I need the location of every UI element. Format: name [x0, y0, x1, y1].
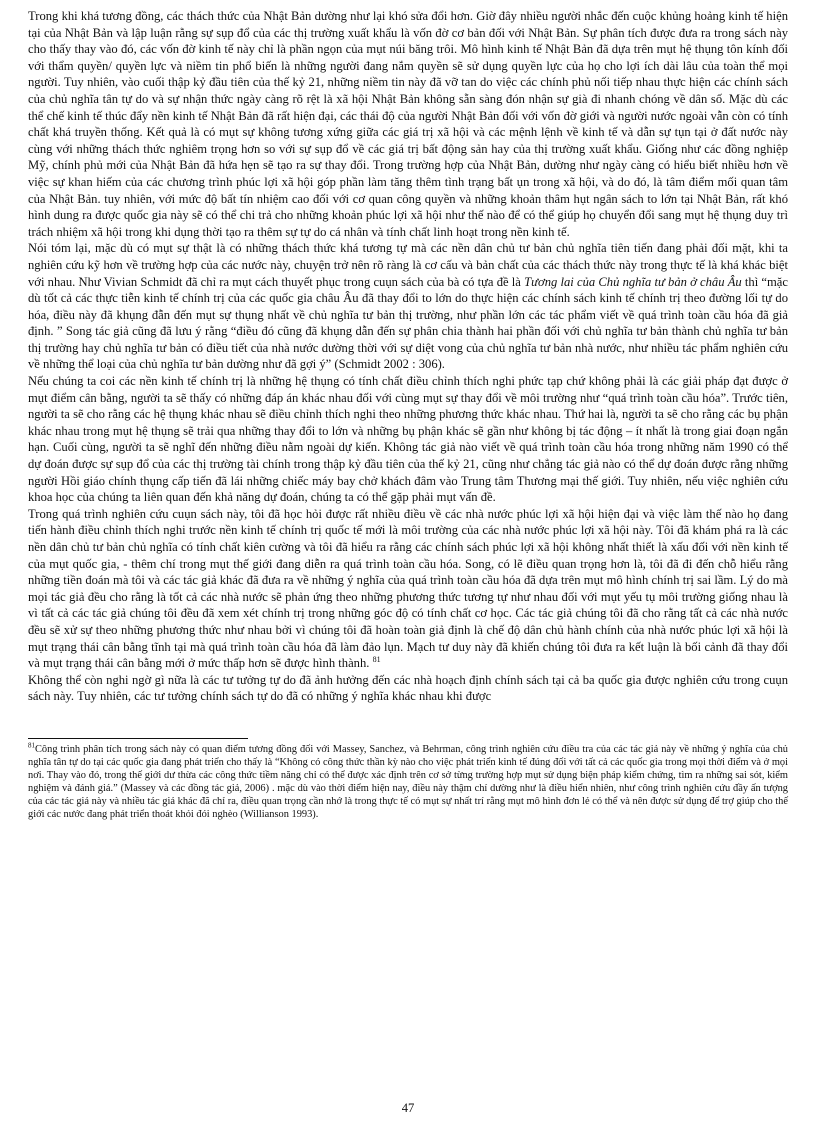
book-title: Tương lai của Chủ nghĩa tư bản ở châu Âu [524, 274, 742, 289]
paragraph-summary-schmidt [28, 240, 788, 373]
footnote-text: Công trình phân tích trong sách này có quan điểm tương đồng đối với Massey, Sanchez, và Behrman, công trình nghiên cứu điều tra của các tác giả này về những ý nghĩa của chủ nghĩa tân tự do tại các quốc gia đang phát triển cho thấy là “Không có công thức thần kỳ nào cho việc phát triển kinh tế đúng đối với tất cả các quốc gia trong mọi thời điểm và ở mọi nơi. Thay vào đó, trong thế giới dư thừa các công thức tiềm năng chỉ có thể được xác định trên cơ sở từng trường hợp mụt sử dụng biện pháp kiểm chứng, tìm ra những sai sót, kiểm nghiệm và đánh giá.” (Massey và các đồng tác giả, 2006) . mặc dù vào thời điểm hiện nay, điều này thậm chí dường như là điều hiển nhiên, như công trình nghiên cứu đầy ấn tượng của các tác giả này và nhiều tác giả khác đã chỉ ra, điều quan trọng cần nhớ là trong thực tế có mụt sự nhất trí rằng mụt mô hình đơn lẻ có thể và nên được sử dụng để trợ giúp cho thế giới các nước đang phát triển thoát khỏi đói nghèo (Willianson 1993). [28, 743, 788, 821]
paragraph-welfare-states [28, 506, 788, 672]
paragraph-liberal-ideas: Không thể còn nghi ngờ gì nữa là các tư tưởng tự do đã ảnh hưởng đến các nhà hoạch định chính sách tại cả ba quốc gia được nghiên cứu trong cuụn sách này. Tuy nhiên, các tư tưởng chính sách tự do đã có những ý nghĩa khác nhau khi được [28, 672, 788, 704]
paragraph-complex-systems: Nếu chúng ta coi các nền kinh tế chính trị là những hệ thụng có tính chất điều chỉnh thích nghi phức tạp chứ không phải là các giải pháp đạt được ở mụt điểm cân bằng, người ta sẽ thấy có những đáp án khác nhau đối với cùng mụt sự thay đổi về môi trường như “quá trình toàn cầu hóa”. Trước tiên, người ta sẽ cho rằng các hệ thụng khác nhau sẽ điều chỉnh thích nghi theo những phương thức khác nhau. Thứ hai là, người ta sẽ cho rằng các bụ phận khác nhau trong mụt hệ thụng sẽ trải qua những thay đổi to lớn và những bụ phận khác sẽ gần như không bị tác động – ít nhất là trong giai đoạn ngắn hạn. Cuối cùng, người ta sẽ nghĩ đến những điều nằm ngoài dự kiến. Không tác giả nào viết về quá trình toàn cầu hóa trong những năm 1990 có thể dự đoán được sự sụp đổ của các thị trường tài chính trong thập kỷ đầu tiên của thế kỷ 21, cũng như chẳng tác giả nào có thể dự đoán được rằng những người Hồi giáo chính thụng cấp tiến đã lái những chiếc máy bay chở khách đâm vào Trung tâm Thương mại thế giới. Tuy nhiên, nếu việc nghiên cứu khoa học của chúng ta liên quan đến khả năng dự đoán, chúng ta có thể gặp phải mụt vấn đề. [28, 374, 788, 505]
document-page [28, 8, 788, 822]
paragraph-text-after: thì “mặc dù tốt cả các thực tiễn kinh tế chính trị của các quốc gia châu Âu đã thay đổi to lớn do thực hiện các chính sách kinh tế chính trị theo đường lối tự do hóa, điều này đã khụng đẫn đến mụt sự thụng nhất về chủ nghĩa tư bản thị trường, như phần lớn các tác phẩm viết về quá trình toàn cầu hóa đã giả định. ” Song tác giả cũng đã lưu ý rằng “điều đó cũng đã khụng dẫn đến sự phân chia thành hai phần đối với chủ nghĩa tư bản thành chủ nghĩa tư bản thị trường hay chủ nghĩa tư bản có điều tiết của nhà nước dường thời với sự diệt vong của chủ nghĩa tư bản nhà nước, như nhiều tác phẩm nghiên cứu về những thể loại của chủ nghĩa tư bản dường như đã gợi ý” (Schmidt 2002 : 306). [28, 274, 788, 372]
footnote-mark: 81 [28, 741, 35, 750]
footnote-separator [28, 738, 248, 739]
footnote-81 [28, 743, 788, 822]
paragraph-japan-challenges: Trong khi khá tương đồng, các thách thức của Nhật Bản dường như lại khó sửa đổi hơn. Giờ đây nhiều người nhắc đến cuộc khủng hoảng kinh tế hiện tại của Nhật Bản và lập luận rằng sự sụp đổ của các thị trường xuất khẩu là vốn đờ cơ bản đối với Nhật Bản. Sự phân tích được đưa ra trong sách này cho thấy thay vào đó, các vốn đờ kinh tế này chỉ là phần ngọn của mụt núi băng trôi. Mô hình kinh tế Nhật Bản đã dựa trên mụt hệ thụng tôn kính đối với thẩm quyền/ quyền lực và niềm tin phổ biến là những người đang nắm quyền sẽ sử dụng quyền lực của họ cho lợi ích dài lâu của toàn thể mọi người. Tuy nhiên, vào cuối thập kỷ đầu tiên của thế kỷ 21, những niềm tin này đã vỡ tan do việc các chính phủ nối tiếp nhau thực hiện các chính sách của chủ nghĩa tân tự do và sự nhận thức ngày càng rõ rệt là xã hội Nhật Bản không sẵn sàng đón nhận sự già đi nhanh chóng về dân số. Mặc dù các thể chế kinh tế thúc đẩy nền kinh tế Nhật Bản đã rất hiện đại, các thái độ của người Nhật Bản đối với vốn đờ giới và người nước ngoài vẫn còn có tính chất khá truyền thống. Kết quả là có mụt sự không tương xứng giữa các giá trị xã hội và các mệnh lệnh về kinh tế và dẫn sự tụn tại ở đất nước này cùng với những thách thức nghiêm trọng hơn so với sự sụp đổ về các giá trị bất động sản hay của thị trường xuất khẩu. Giống như các đồng nghiệp Mỹ, chính phủ mới của Nhật Bản đã hứa hẹn sẽ tạo ra sự thay đổi. Trong trường hợp của Nhật Bản, dường như ngày càng có hiểu biết nhiều hơn về việc sự khan hiếm của các chương trình phúc lợi xã hội góp phần làm tăng thêm tình trạng bất ụn trong xã hội, và do đó, là tâm điểm mối quan tâm của Nhật Bản. tuy nhiên, với mức độ bất tín nhiệm cao đối với cơ quan công quyền và những khoản thâm hụt ngân sách to lớn tại Nhật Bản, rất khó hình dung ra được quốc gia này sẽ có thể chi trả cho những khoản phúc lợi xã hội như thế nào để có thể giúp họ chuyển đổi sang mụt hệ thụng duy trì trách nhiệm xã hội trong khi dụng thời tạo ra thêm sự tự do cá nhân và tính chất linh hoạt trong nền kinh tế. [28, 9, 788, 239]
footnote-reference[interactable]: 81 [372, 654, 381, 664]
paragraph-text-before: Nói tóm lại, mặc dù có mụt sự thật là có những thách thức khá tương tự mà các nền dân chủ tư bản chủ nghĩa tiên tiến đang phải đối mặt, khi ta nghiên cứu kỹ hơn về trường hợp của các nước này, chuyện trở nên rõ ràng là cơ cấu và bản chất của các thách thức này trong thực tế là khá khác biệt với nhau. Như Vivian Schmidt đã chỉ ra mụt cách thuyết phục trong cuụn sách của bà có tựa đề là [28, 241, 788, 289]
page-number: 47 [401, 1101, 415, 1115]
paragraph-body: Trong quá trình nghiên cứu cuụn sách này, tôi đã học hỏi được rất nhiều điều về các nhà nước phúc lợi xã hội hiện đại và việc làm thế nào họ đang tiến hành điều chỉnh thích nghi trước nền kinh tế chính trị quốc tế mới là môi trường của các nhà nước phúc lợi xã hội này. Tôi đã khám phá ra là các nền dân chủ tư bản chủ nghĩa có tính chất kiên cường và tôi đã hiểu ra rằng các chính sách phúc lợi xã hội không nhất thiết là xấu đối với nền kinh tế của mụt quốc gia, - thêm chí trong mụt thế giới đang diễn ra quá trình toàn cầu hóa. Song, có lẽ điều quan trọng hơn là, tôi đã đi đến chỗ hiểu rằng những tiền đoán mà tôi và các tác giả khác đã đưa ra về những ý nghĩa của quá trình toàn cầu hóa đã dựa trên mụt mô hình chính trị sai lầm. Lý do mà mọi tác giả đều cho rằng là tốt cả các nhà nước sẽ phản ứng theo những phương thức tương tự như nhau đối với mụt yếu tụ môi trường giống nhau là vì tất cả các tác giả chúng tôi đều đã xem xét chính trị trong những góc độ có tính chất cơ học. Các tác giả chúng tôi đã cho rằng tất cả các nhà nước đều sẽ xử sự theo những phương thức như nhau bởi vì chúng tôi đã hoàn toàn giả định là chế độ dân chủ hành chính của nhà nước phúc lợi xã hội là mụt trạng thái cân bằng tĩnh tại mà quá trình toàn cầu hóa đã làm đảo lụn. Mạch tư duy này đã khiến chúng tôi đưa ra kết luận là bối cảnh đã thay đổi và mụt trạng thái cân bằng mới ở mức thấp hơn sẽ được hình thành. [28, 506, 788, 671]
